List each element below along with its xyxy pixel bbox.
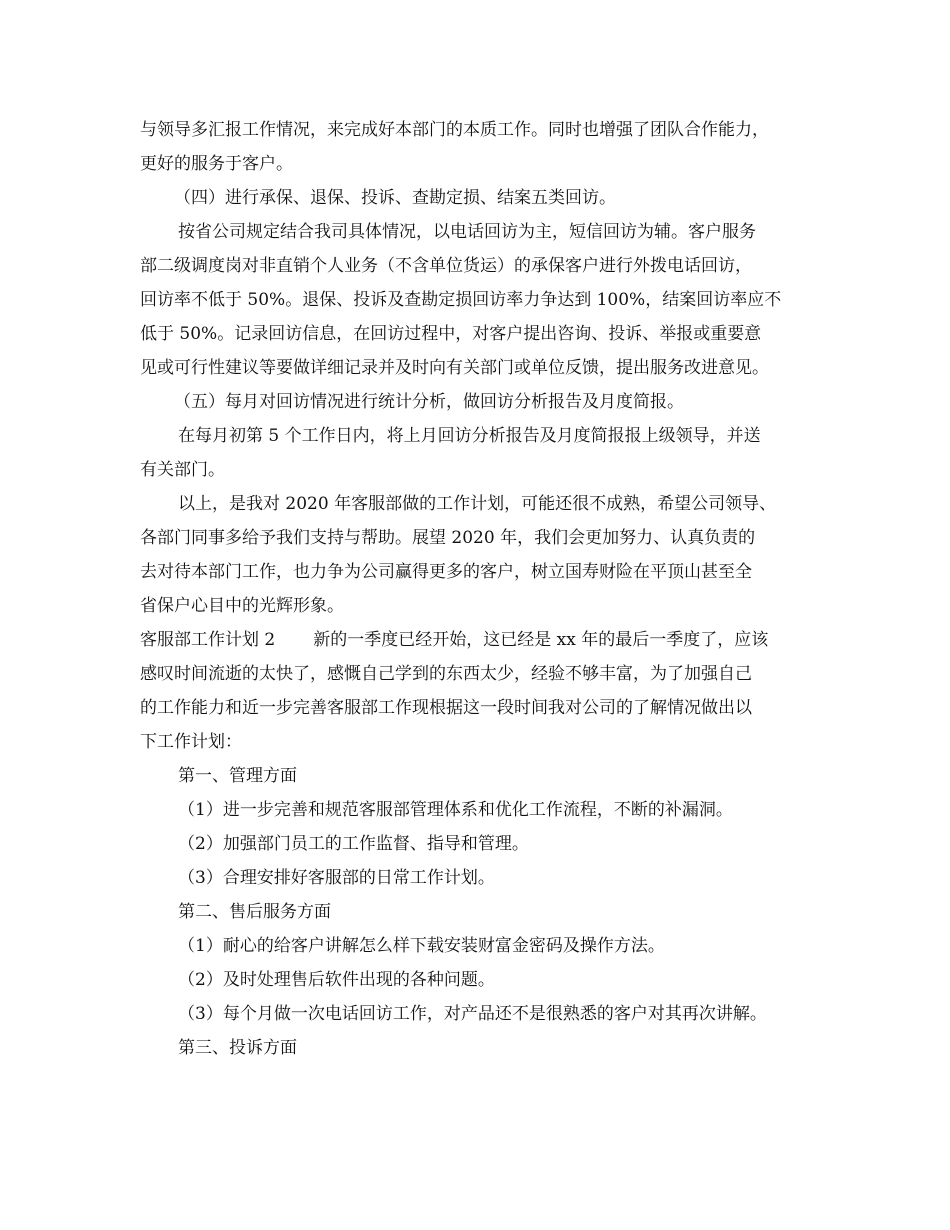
plan2-line <box>140 629 840 651</box>
text-line: 省保户心目中的光辉形象。 <box>140 596 344 616</box>
text-line: 回访率不低于 50%。退保、投诉及查勘定损回访率力争达到 100%，结案回访率应不 <box>140 290 782 310</box>
text-line: 感叹时间流逝的太快了，感慨自己学到的东西太少，经验不够丰富，为了加强自己 <box>140 664 752 684</box>
text-line: 更好的服务于客户。 <box>140 154 293 174</box>
list-item: （3）合理安排好客服部的日常工作计划。 <box>178 868 495 888</box>
list-item: （1）进一步完善和规范客服部管理体系和优化工作流程，不断的补漏洞。 <box>178 800 733 820</box>
plan2-title: 客服部工作计划 2 <box>140 630 276 650</box>
section-heading-management: 第一、管理方面 <box>178 766 297 786</box>
list-item: （2）加强部门员工的工作监督、指导和管理。 <box>178 834 529 854</box>
text-line: 各部门同事多给予我们支持与帮助。展望 2020 年，我们会更加努力、认真负责的 <box>140 528 756 548</box>
text-line: 的工作能力和近一步完善客服部工作现根据这一段时间我对公司的了解情况做出以 <box>140 698 752 718</box>
section-heading-4: （四）进行承保、退保、投诉、查勘定损、结案五类回访。 <box>174 188 616 208</box>
text-line: 有关部门。 <box>140 460 225 480</box>
plan2-first-line: 新的一季度已经开始，这已经是 xx 年的最后一季度了，应该 <box>313 630 769 650</box>
text-line: 部二级调度岗对非直销个人业务（不含单位货运）的承保客户进行外拨电话回访， <box>140 256 752 276</box>
section-heading-5: （五）每月对回访情况进行统计分析，做回访分析报告及月度简报。 <box>174 392 684 412</box>
text-line: 以上，是我对 2020 年客服部做的工作计划，可能还很不成熟，希望公司领导、 <box>178 494 777 514</box>
list-item: （1）耐心的给客户讲解怎么样下载安装财富金密码及操作方法。 <box>178 936 665 956</box>
text-line: 去对待本部门工作，也力争为公司赢得更多的客户，树立国寿财险在平顶山甚至全 <box>140 562 752 582</box>
section-heading-after-sales: 第二、售后服务方面 <box>178 902 331 922</box>
text-line: 在每月初第 5 个工作日内，将上月回访分析报告及月度简报报上级领导，并送 <box>178 426 761 446</box>
section-heading-complaints: 第三、投诉方面 <box>178 1038 297 1058</box>
text-line: 低于 50%。记录回访信息，在回访过程中，对客户提出咨询、投诉、举报或重要意 <box>140 324 762 344</box>
text-line: 与领导多汇报工作情况，来完成好本部门的本质工作。同时也增强了团队合作能力， <box>140 120 769 140</box>
text-line: 见或可行性建议等要做详细记录并及时向有关部门或单位反馈，提出服务改进意见。 <box>140 358 769 378</box>
list-item: （2）及时处理售后软件出现的各种问题。 <box>178 970 495 990</box>
text-line: 下工作计划： <box>140 732 242 752</box>
text-line: 按省公司规定结合我司具体情况，以电话回访为主，短信回访为辅。客户服务 <box>178 222 756 242</box>
list-item: （3）每个月做一次电话回访工作，对产品还不是很熟悉的客户对其再次讲解。 <box>178 1004 767 1024</box>
